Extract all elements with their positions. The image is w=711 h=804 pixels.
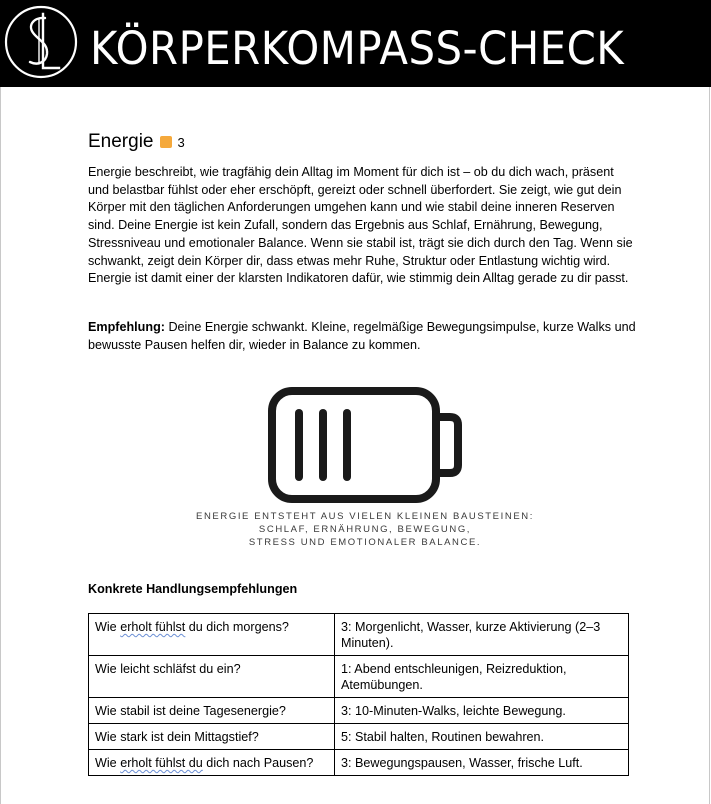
- question-cell: Wie erholt fühlst du dich morgens?: [89, 614, 335, 656]
- caption-line: SCHLAF, ERNÄHRUNG, BEWEGUNG,: [258, 524, 472, 535]
- answer-cell: 3: 10-Minuten-Walks, leichte Bewegung.: [335, 698, 629, 724]
- page-title: KÖRPERKOMPASS-CHECK: [90, 22, 625, 75]
- question-cell: Wie erholt fühlst du dich nach Pausen?: [89, 750, 335, 776]
- table-row: [89, 750, 629, 776]
- battery-icon: [268, 387, 464, 503]
- recommendation: [88, 319, 636, 354]
- caption-line: STRESS UND EMOTIONALER BALANCE.: [248, 537, 482, 548]
- table-row: [89, 614, 629, 656]
- question-cell: Wie stabil ist deine Tagesenergie?: [89, 698, 335, 724]
- actions-table: [88, 613, 629, 776]
- spellcheck-underline: erholt fühlst: [120, 620, 186, 634]
- caption-line: ENERGIE ENTSTEHT AUS VIELEN KLEINEN BAUSTEINEN:: [196, 511, 534, 522]
- table-row: [89, 698, 629, 724]
- section-heading: [88, 131, 185, 154]
- answer-cell: 3: Morgenlicht, Wasser, kurze Aktivierung (2–3 Minuten).: [335, 614, 629, 656]
- answer-cell: 3: Bewegungspausen, Wasser, frische Luft.: [335, 750, 629, 776]
- illustration-caption: [170, 510, 560, 549]
- table-row: [89, 724, 629, 750]
- section-score: 3: [177, 135, 185, 150]
- answer-cell: 5: Stabil halten, Routinen bewahren.: [335, 724, 629, 750]
- recommendation-label: Empfehlung:: [88, 320, 165, 334]
- table-row: [89, 656, 629, 698]
- section-description: Energie beschreibt, wie tragfähig dein Alltag im Moment für dich ist – ob du dich wach, präsent und belastbar fühlst oder eher erschöpft, gereizt oder schnell überfordert. Sie zeigt, wie gut dein Körper mit den täglichen Anforderungen umgehen kann und wie stabil deine inneren Reserven sind. Deine Energie ist kein Zufall, sondern das Ergebnis aus Schlaf, Ernährung, Bewegung, Stressniveau und emotionaler Balance. Wenn sie stabil ist, trägt sie dich durch den Tag. Wenn sie schwankt, zeigt dein Körper dir, dass etwas mehr Ruhe, Struktur oder Entlastung wichtig wird. Energie ist damit einer der klarsten Indikatoren dafür, wie stimmig dein Alltag gerade zu dir passt.: [88, 165, 633, 286]
- question-cell: Wie leicht schläfst du ein?: [89, 656, 335, 698]
- brand-logo: [3, 4, 79, 80]
- spellcheck-underline: erholt fühlst du: [120, 756, 203, 770]
- answer-cell: 1: Abend entschleunigen, Reizreduktion, Atemübungen.: [335, 656, 629, 698]
- status-square-icon: [160, 136, 172, 148]
- section-title: Energie: [88, 131, 154, 152]
- actions-heading: Konkrete Handlungsempfehlungen: [88, 582, 298, 596]
- question-cell: Wie stark ist dein Mittagstief?: [89, 724, 335, 750]
- header-banner: [0, 0, 711, 87]
- recommendation-text: Deine Energie schwankt. Kleine, regelmäßige Bewegungsimpulse, kurze Walks und bewusste Pausen helfen dir, wieder in Balance zu kommen.: [88, 320, 636, 352]
